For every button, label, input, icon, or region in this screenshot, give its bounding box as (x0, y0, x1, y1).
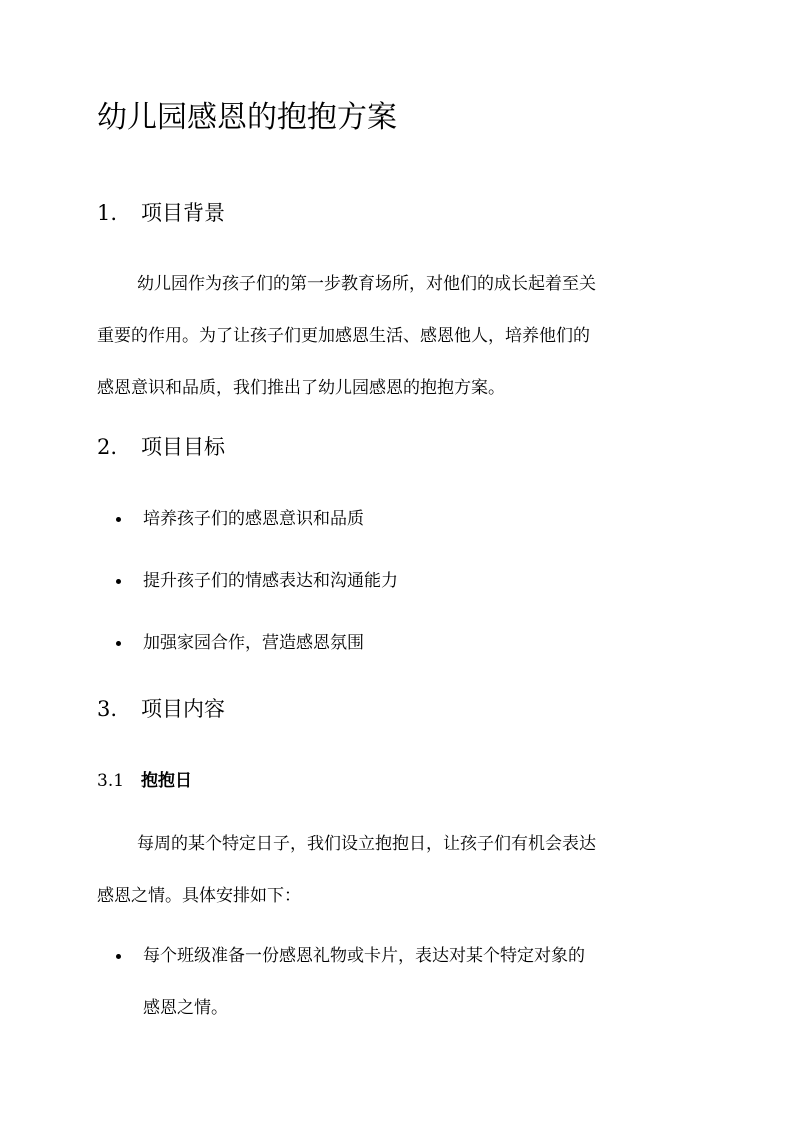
list-item-text: 感恩之情。 (143, 998, 228, 1018)
paragraph-line: 幼儿园作为孩子们的第一步教育场所，对他们的成长起着至关 (137, 274, 596, 294)
bullet-icon (116, 641, 121, 646)
section-title: 项目内容 (141, 697, 225, 721)
section-title: 项目目标 (141, 435, 225, 459)
list-item-text: 每个班级准备一份感恩礼物或卡片，表达对某个特定对象的 (143, 946, 585, 966)
section-heading-background (97, 198, 225, 228)
hug-day-paragraph (97, 818, 707, 922)
list-item-text: 加强家园合作，营造感恩氛围 (143, 633, 364, 653)
section-number: 1. (97, 201, 118, 225)
section-heading-content (97, 694, 225, 724)
goal-list-item (116, 630, 364, 656)
background-paragraph (97, 258, 707, 414)
list-item-text: 培养孩子们的感恩意识和品质 (143, 509, 364, 529)
paragraph-line: 感恩之情。具体安排如下： (97, 886, 301, 906)
list-item-text: 提升孩子们的情感表达和沟通能力 (143, 571, 398, 591)
paragraph-line: 重要的作用。为了让孩子们更加感恩生活、感恩他人，培养他们的 (97, 326, 590, 346)
goal-list-item (116, 568, 398, 594)
subsection-number: 3.1 (97, 771, 125, 791)
bullet-icon (116, 954, 121, 959)
hug-day-list-item (116, 930, 706, 1034)
subsection-title: 抱抱日 (141, 771, 192, 791)
goal-list-item (116, 506, 364, 532)
paragraph-line: 感恩意识和品质，我们推出了幼儿园感恩的抱抱方案。 (97, 378, 505, 398)
paragraph-line: 每周的某个特定日子，我们设立抱抱日，让孩子们有机会表达 (137, 834, 596, 854)
document-title: 幼儿园感恩的抱抱方案 (97, 100, 397, 135)
section-number: 3. (97, 697, 118, 721)
section-title: 项目背景 (141, 201, 225, 225)
section-number: 2. (97, 435, 118, 459)
bullet-icon (116, 517, 121, 522)
section-heading-goals (97, 432, 225, 462)
bullet-icon (116, 579, 121, 584)
subsection-heading-hug-day (97, 768, 192, 794)
